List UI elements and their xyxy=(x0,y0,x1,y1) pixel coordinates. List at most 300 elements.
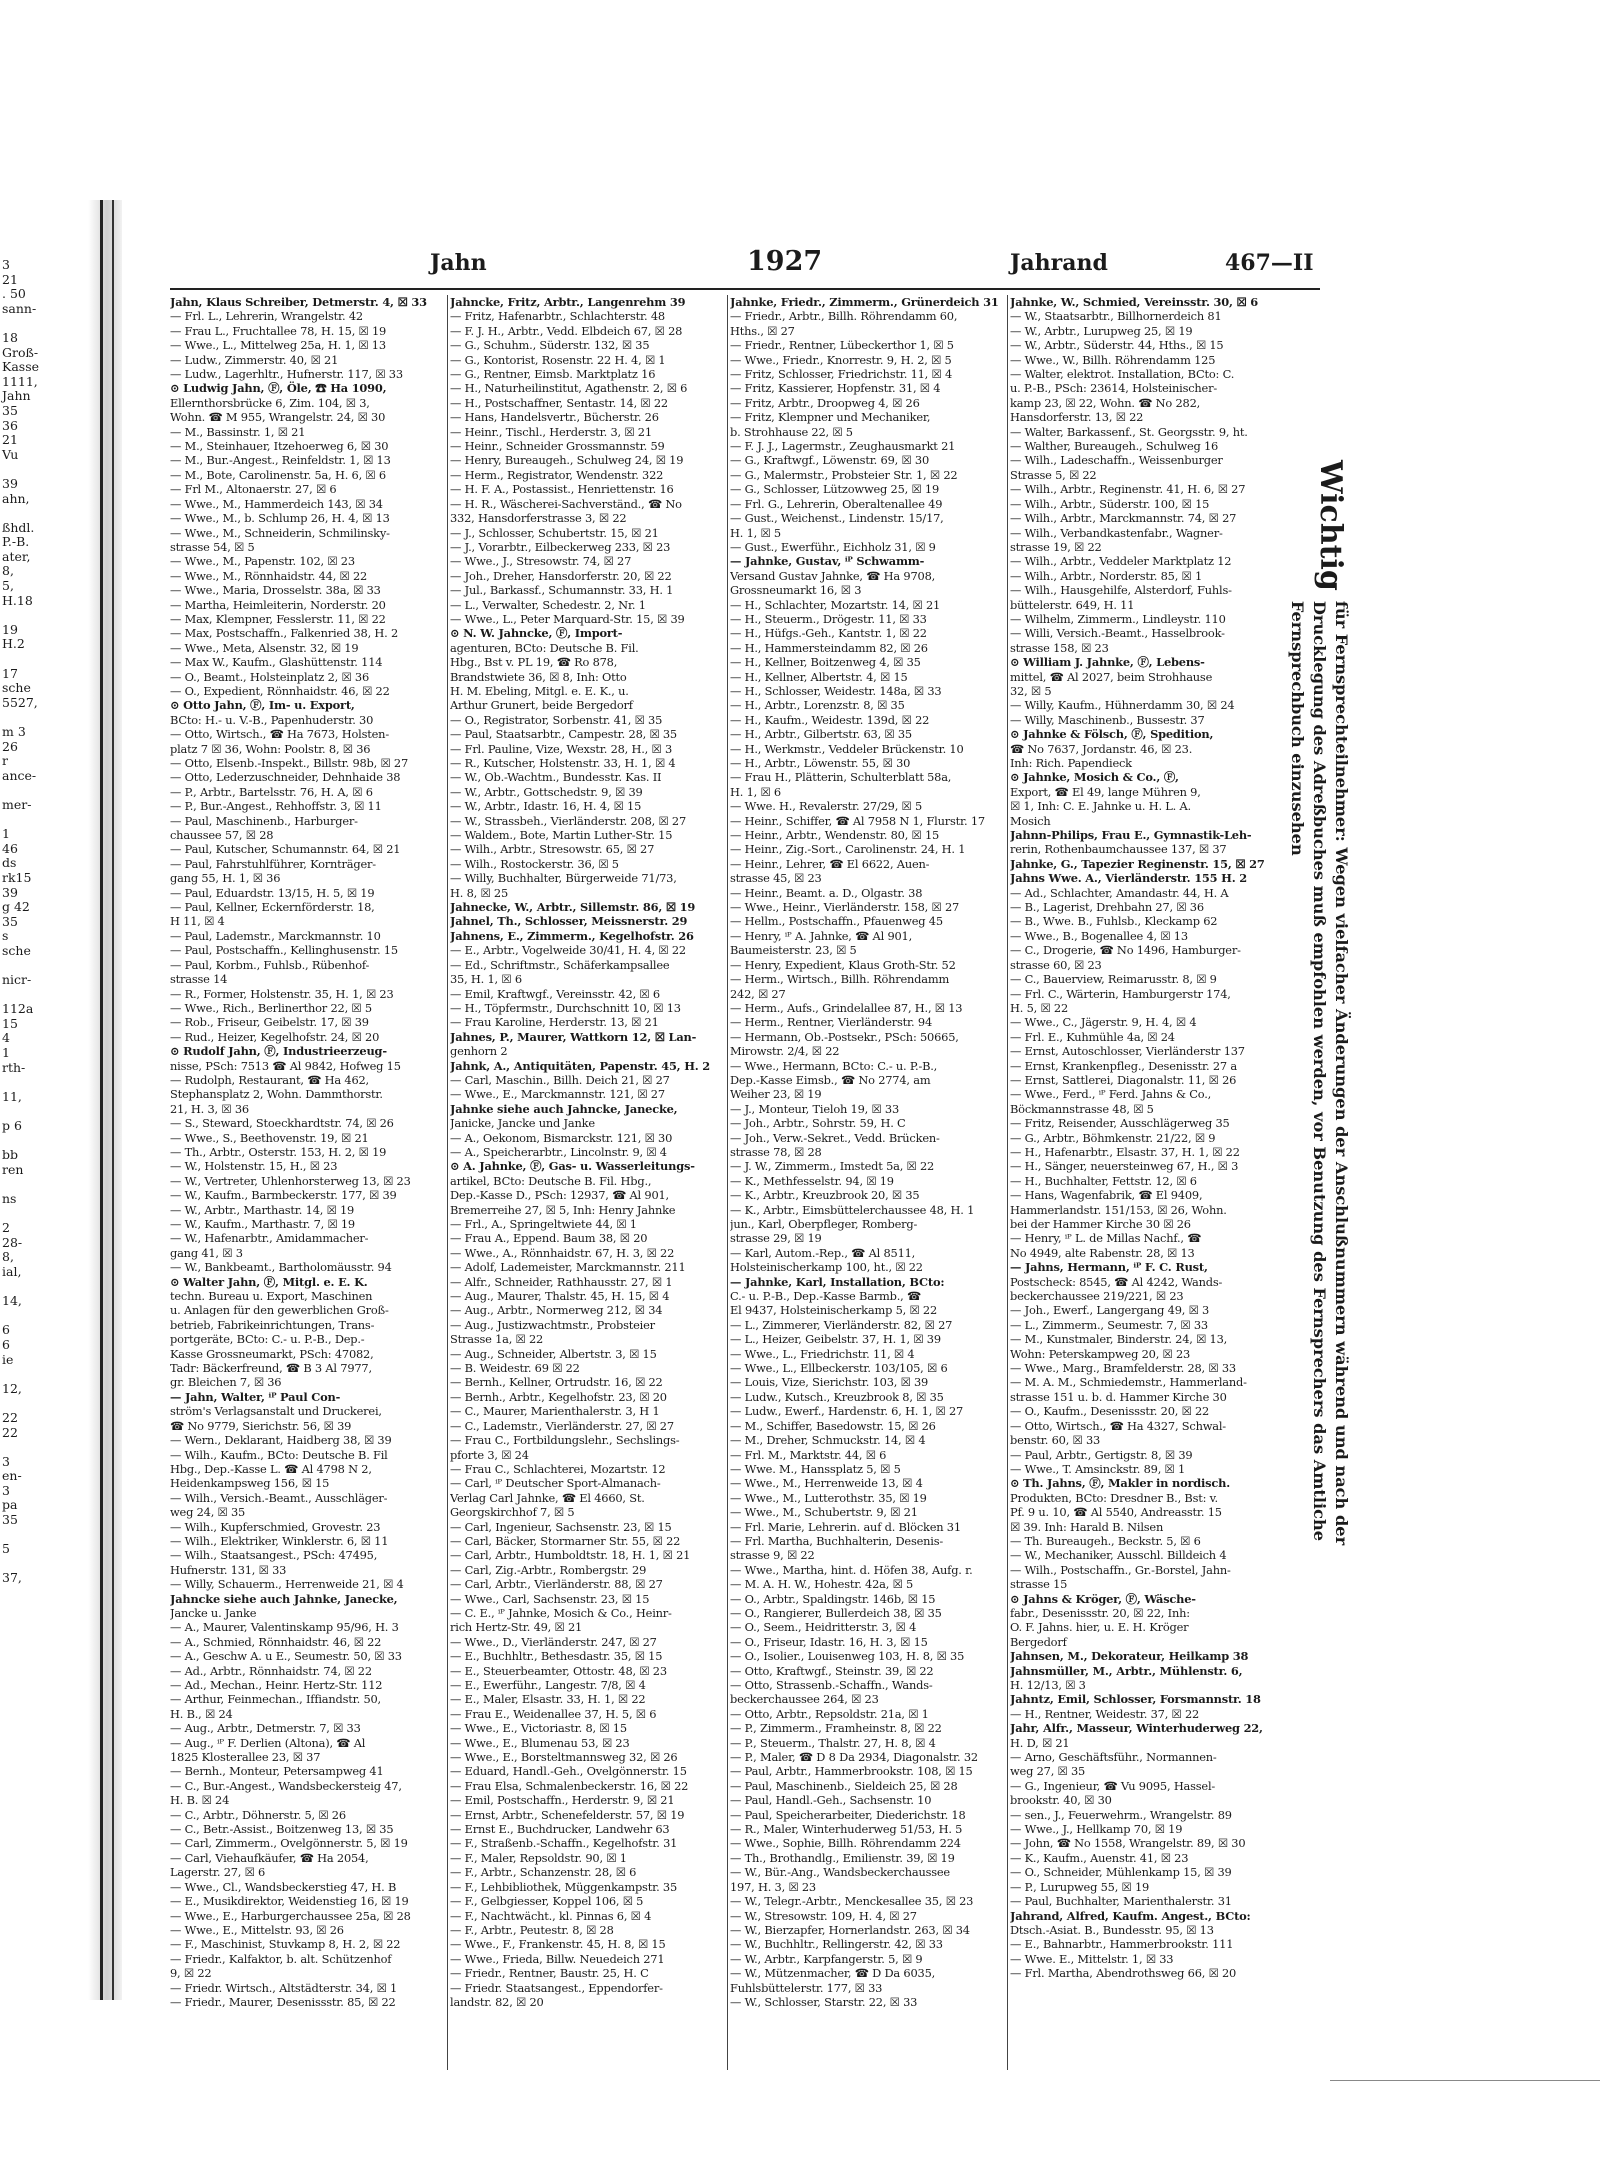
fragment-line: 37, xyxy=(2,1570,22,1586)
directory-entry: benstr. 60, ☒ 33 xyxy=(1010,1433,1101,1448)
directory-entry: — Herm., Aufs., Grindelallee 87, H., ☒ 13 xyxy=(730,1000,963,1015)
directory-entry: — W., Kaufm., Barmbeckerstr. 177, ☒ 39 xyxy=(170,1188,397,1203)
directory-entry: Jahnke, Friedr., Zimmerm., Grünerdeich 31 xyxy=(730,295,999,309)
directory-entry: — Frl. Pauline, Vize, Wexstr. 28, H., ☒ 3 xyxy=(450,741,672,756)
fragment-line: 39 xyxy=(2,884,18,900)
directory-entry: — Alfr., Schneider, Rathhausstr. 27, ☒ 1 xyxy=(450,1274,673,1289)
directory-entry: landstr. 82, ☒ 20 xyxy=(450,1994,544,2009)
fragment-line: ance- xyxy=(2,767,37,783)
directory-entry: — Herm., Rentner, Vierländerstr. 94 xyxy=(730,1015,932,1030)
directory-entry: b. Strohhause 22, ☒ 5 xyxy=(730,424,853,439)
directory-entry: — W., Arbtr., Süderstr. 44, Hths., ☒ 15 xyxy=(1010,338,1224,353)
directory-entry: — Wwe., F., Frankenstr. 45, H. 8, ☒ 15 xyxy=(450,1937,666,1952)
directory-entry: — K., Arbtr., Kreuzbrook 20, ☒ 35 xyxy=(730,1188,920,1203)
directory-entry: Jahnel, Th., Schlosser, Meissnerstr. 29 xyxy=(450,914,688,929)
directory-entry: Hbg., Bst v. PL 19, ☎ Ro 878, xyxy=(450,655,618,670)
directory-entry: — B. Weidestr. 69 ☒ 22 xyxy=(450,1361,580,1376)
directory-entry: agenturen, BCto: Deutsche B. Fil. xyxy=(450,640,639,655)
fragment-line xyxy=(0,813,70,828)
directory-entry: — H., Naturheilinstitut, Agathenstr. 2, ☒ 6 xyxy=(450,381,688,396)
directory-entry: ⊙ Th. Jahns, Ⓕ, Makler in nordisch. xyxy=(1010,1476,1230,1491)
directory-entry: — Carl, Bäcker, Stormarner Str. 55, ☒ 22 xyxy=(450,1533,681,1548)
directory-entry: Janicke, Jancke und Janke xyxy=(450,1116,595,1131)
directory-entry: — E., Musikdirektor, Weidenstieg 16, ☒ 19 xyxy=(170,1894,409,1909)
fragment-line: 22 xyxy=(2,1424,18,1440)
directory-entry: Pf. 9 u. 10, ☎ Al 5540, Andreasstr. 15 xyxy=(1010,1505,1222,1520)
directory-entry: — John, ☎ No 1558, Wrangelstr. 89, ☒ 30 xyxy=(1010,1836,1246,1851)
directory-entry: — Wwe., Ferd., ⁱᴾ Ferd. Jahns & Co., xyxy=(1010,1087,1212,1102)
column-1 xyxy=(170,295,446,2075)
directory-entry: Lagerstr. 27, ☒ 6 xyxy=(170,1865,266,1880)
directory-entry: — Friedr., Rentner, Lübeckerthor 1, ☒ 5 xyxy=(730,338,954,353)
directory-entry: — Heinr., Beamt. a. D., Olgastr. 38 xyxy=(730,885,923,900)
directory-entry: — Wwe., E., Borsteltmannsweg 32, ☒ 26 xyxy=(450,1750,678,1765)
directory-entry: — Wilh., Arbtr., Süderstr. 100, ☒ 15 xyxy=(1010,496,1210,511)
directory-entry: — Frl. L., Lehrerin, Wrangelstr. 42 xyxy=(170,309,363,324)
directory-entry: — Ed., Schriftmstr., Schäferkampsallee xyxy=(450,957,670,972)
directory-entry: — Paul, Korbm., Fuhlsb., Rübenhof- xyxy=(170,957,370,972)
directory-entry: — Wwe., T. Amsinckstr. 89, ☒ 1 xyxy=(1010,1461,1186,1476)
fragment-line xyxy=(0,1075,70,1090)
directory-entry: — Wilh., Kaufm., BCto: Deutsche B. Fil xyxy=(170,1447,388,1462)
fragment-line: 6 xyxy=(2,1322,10,1338)
fragment-line: ahn, xyxy=(2,490,30,506)
directory-entry: — Carl, Zig.-Arbtr., Rombergstr. 29 xyxy=(450,1562,647,1577)
fragment-line xyxy=(0,710,70,725)
directory-entry: kamp 23, ☒ 22, Wohn. ☎ No 282, xyxy=(1010,395,1201,410)
directory-entry: Hbg., Dep.-Kasse L. ☎ Al 4798 N 2, xyxy=(170,1461,372,1476)
directory-entry: — M., Kunstmaler, Binderstr. 24, ☒ 13, xyxy=(1010,1332,1228,1347)
notice-text: für Fernsprechteilnehmer: Wegen vielfacher Änderungen der Anschlußnummern während und nach der Drucklegung des Adreßbuches muß empfohlen werden, vor Benutzung des Fernsprechers das Amtliche Fernsprechbuch einzusehen xyxy=(1288,600,1351,1546)
directory-entry: — Paul, Lademstr., Marckmannstr. 10 xyxy=(170,928,381,943)
directory-entry: — F., Maler, Repsoldstr. 90, ☒ 1 xyxy=(450,1850,627,1865)
directory-entry: — Frl., A., Springeltwiete 44, ☒ 1 xyxy=(450,1217,637,1231)
directory-entry: — Hermann, Ob.-Postsekr., PSch: 50665, xyxy=(730,1029,959,1044)
fragment-line xyxy=(0,1207,70,1222)
directory-entry: strasse 151 u. b. d. Hammer Kirche 30 xyxy=(1010,1389,1227,1404)
directory-entry: — F. J. J., Lagermstr., Zeughausmarkt 21 xyxy=(730,439,956,454)
directory-entry: — Walther, Bureaugeh., Schulweg 16 xyxy=(1010,439,1219,454)
directory-entry: — W., Staatsarbtr., Billhornerdeich 81 xyxy=(1010,309,1222,324)
fragment-line xyxy=(0,316,70,331)
fragment-line: 39 xyxy=(2,475,18,491)
directory-entry: O. F. Jahns. hier, u. E. H. Kröger xyxy=(1010,1620,1189,1635)
fragment-line xyxy=(0,652,70,667)
fragment-line xyxy=(0,959,70,974)
directory-entry: — H. R., Wäscherei-Sachverständ., ☎ No xyxy=(450,496,682,511)
directory-entry: — O., Expedient, Rönnhaidstr. 46, ☒ 22 xyxy=(170,683,390,698)
fragment-line: 5527, xyxy=(2,694,38,710)
directory-entry: — Paul, Arbtr., Hammerbrookstr. 108, ☒ 15 xyxy=(730,1764,973,1779)
directory-entry: H. 1, ☒ 5 xyxy=(730,525,781,540)
directory-entry: — F., Lehbibliothek, Müggenkampstr. 35 xyxy=(450,1879,678,1894)
directory-entry: — W., Kaufm., Marthastr. 7, ☒ 19 xyxy=(170,1217,355,1231)
directory-entry: — Ad., Mechan., Heinr. Hertz-Str. 112 xyxy=(170,1678,383,1692)
fragment-line xyxy=(0,1280,70,1295)
directory-entry: — Fritz, Schlosser, Friedrichstr. 11, ☒ 4 xyxy=(730,367,953,382)
directory-entry: H. B. ☒ 24 xyxy=(170,1793,230,1808)
directory-entry: — E., Ewerführ., Langestr. 7/8, ☒ 4 xyxy=(450,1678,646,1692)
directory-entry: Tadr: Bäckerfreund, ☎ B 3 Al 7977, xyxy=(170,1361,372,1376)
directory-entry: — Wwe., Rich., Berlinerthor 22, ☒ 5 xyxy=(170,1000,372,1015)
fragment-line: 3 xyxy=(2,258,10,272)
directory-entry: — C., Bur.-Angest., Wandsbeckersteig 47, xyxy=(170,1778,402,1793)
directory-entry: — Walter, Barkassenf., St. Georgsstr. 9, ht. xyxy=(1010,424,1248,439)
directory-entry: gang 55, H. 1, ☒ 36 xyxy=(170,871,281,886)
fragment-line: ns xyxy=(2,1191,17,1206)
directory-entry: — Wwe., Marg., Bramfelderstr. 28, ☒ 33 xyxy=(1010,1361,1236,1376)
directory-entry: — Wwe., L., Mittelweg 25a, H. 1, ☒ 13 xyxy=(170,338,386,353)
fragment-line: ßhdl. xyxy=(2,519,35,535)
column-2 xyxy=(450,295,726,2075)
directory-entry: — Otto, Wirtsch., ☎ Ha 7673, Holsten- xyxy=(170,727,389,742)
directory-entry: — H., Kellner, Boitzenweg 4, ☒ 35 xyxy=(730,655,921,670)
directory-entry: — M., Bote, Carolinenstr. 5a, H. 6, ☒ 6 xyxy=(170,467,386,482)
directory-entry: — W., Schlosser, Starstr. 22, ☒ 33 xyxy=(730,1994,918,2009)
directory-entry: — M., Bur.-Angest., Reinfeldstr. 1, ☒ 13 xyxy=(170,453,391,468)
directory-entry: Hufnerstr. 131, ☒ 33 xyxy=(170,1562,287,1577)
directory-entry: — Wwe., M., Herrenweide 13, ☒ 4 xyxy=(730,1476,923,1491)
directory-entry: genhorn 2 xyxy=(450,1044,508,1059)
directory-entry: — A., Speicherarbtr., Lincolnstr. 9, ☒ 4 xyxy=(450,1144,667,1159)
directory-entry: — H., Rentner, Weidestr. 37, ☒ 22 xyxy=(1010,1706,1200,1721)
directory-entry: — Wwe., M., Schubertstr. 9, ☒ 21 xyxy=(730,1505,918,1520)
directory-entry: — Wwe., M., Rönnhaidstr. 44, ☒ 22 xyxy=(170,568,368,583)
directory-entry: ☎ No 7637, Jordanstr. 46, ☒ 23. xyxy=(1010,741,1193,756)
directory-entry: — Frl. E., Kuhmühle 4a, ☒ 24 xyxy=(1010,1029,1175,1044)
directory-entry: — Friedr., Arbtr., Billh. Röhrendamm 60, xyxy=(730,309,958,324)
directory-entry: Wohn. ☎ M 955, Wrangelstr. 24, ☒ 30 xyxy=(170,410,386,425)
directory-entry: — H., Arbtr., Gilbertstr. 63, ☒ 35 xyxy=(730,727,912,742)
directory-entry: Jahnes, P., Maurer, Wattkorn 12, ☒ Lan- xyxy=(450,1029,697,1044)
directory-entry: — M., Dreher, Schmuckstr. 14, ☒ 4 xyxy=(730,1433,926,1448)
directory-entry: — G., Schuhm., Süderstr. 132, ☒ 35 xyxy=(450,338,650,353)
fragment-line: g 42 xyxy=(2,899,30,915)
directory-entry: Produkten, BCto: Dresdner B., Bst: v. xyxy=(1010,1490,1218,1505)
fragment-line: 14, xyxy=(2,1293,22,1309)
directory-entry: — Wwe. E., Mittelstr. 1, ☒ 33 xyxy=(1010,1951,1174,1966)
directory-entry: — Frau Karoline, Herderstr. 13, ☒ 21 xyxy=(450,1015,659,1030)
directory-entry: Jahnke, G., Tapezier Reginenstr. 15, ☒ 27 xyxy=(1010,856,1265,871)
directory-entry: — G., Ingenieur, ☎ Vu 9095, Hassel- xyxy=(1010,1778,1216,1793)
directory-entry: — W., Bierzapfer, Hornerlandstr. 263, ☒ 34 xyxy=(730,1922,970,1937)
directory-entry: — F. J. H., Arbtr., Vedd. Elbdeich 67, ☒ 28 xyxy=(450,323,683,338)
directory-entry: — Max W., Kaufm., Glashüttenstr. 114 xyxy=(170,655,383,670)
directory-entry: — W., Mechaniker, Ausschl. Billdeich 4 xyxy=(1010,1548,1227,1563)
directory-entry: Jahr, Alfr., Masseur, Winterhuderweg 22, xyxy=(1010,1721,1263,1736)
directory-entry: rerin, Rothenbaumchaussee 137, ☒ 37 xyxy=(1010,842,1227,857)
fragment-line: 36 xyxy=(2,417,18,433)
directory-entry: — W., Arbtr., Gottschedstr. 9, ☒ 39 xyxy=(450,784,643,799)
directory-entry: — G., Kraftwgf., Löwenstr. 69, ☒ 30 xyxy=(730,453,929,468)
column-3 xyxy=(730,295,1006,2075)
directory-entry: — Wwe., E., Victoriastr. 8, ☒ 15 xyxy=(450,1721,627,1736)
directory-entry: beckerchaussee 264, ☒ 23 xyxy=(730,1692,879,1707)
directory-entry: — Paul, Kellner, Eckernförderstr. 18, xyxy=(170,900,375,915)
directory-entry: bei der Hammer Kirche 30 ☒ 26 xyxy=(1010,1217,1191,1231)
fragment-line: 1 xyxy=(2,826,10,842)
fragment-line: ds xyxy=(2,855,17,871)
directory-entry: — Bernh., Kellner, Ortrudstr. 16, ☒ 22 xyxy=(450,1375,663,1390)
fragment-line: ie xyxy=(2,1351,14,1367)
directory-entry: — R., Maler, Winterhuderweg 51/53, H. 5 xyxy=(730,1822,963,1837)
directory-entry: — S., Steward, Stoeckhardtstr. 74, ☒ 26 xyxy=(170,1116,394,1131)
directory-entry: Jahnecke, W., Arbtr., Sillemstr. 86, ☒ 19 xyxy=(450,900,696,915)
page-gutter xyxy=(88,200,122,2000)
directory-entry: — Fritz, Hafenarbtr., Schlachterstr. 48 xyxy=(450,309,665,324)
directory-entry: Jahncke siehe auch Jahnke, Janecke, xyxy=(170,1591,398,1606)
directory-entry: — Friedr., Rentner, Baustr. 25, H. C xyxy=(450,1966,649,1981)
fragment-line xyxy=(0,1177,70,1192)
directory-entry: Jahnn-Philips, Frau E., Gymnastik-Leh- xyxy=(1010,828,1252,843)
directory-entry: — Paul, Kutscher, Schumannstr. 64, ☒ 21 xyxy=(170,842,401,857)
directory-entry: chaussee 57, ☒ 28 xyxy=(170,828,274,843)
directory-entry: — Wwe., M., Hammerdeich 143, ☒ 34 xyxy=(170,496,383,511)
directory-entry: büttelerstr. 649, H. 11 xyxy=(1010,597,1135,612)
directory-entry: — Ludw., Lagerhltr., Hufnerstr. 117, ☒ 33 xyxy=(170,367,403,382)
directory-entry: — Ludw., Kutsch., Kreuzbrook 8, ☒ 35 xyxy=(730,1389,944,1404)
fragment-line: 28- xyxy=(2,1234,23,1250)
directory-entry: — E., Bahnarbtr., Hammerbrookstr. 111 xyxy=(1010,1937,1234,1952)
fragment-line: ial, xyxy=(2,1263,22,1279)
directory-entry: — H., Steuerm., Drögestr. 11, ☒ 33 xyxy=(730,611,927,626)
directory-entry: — Carl, Zimmerm., Ovelgönnerstr. 5, ☒ 19 xyxy=(170,1836,408,1851)
directory-entry: — Fritz, Klempner und Mechaniker, xyxy=(730,410,931,425)
fragment-line xyxy=(0,1528,70,1543)
directory-entry: — Wilh., Verbandkastenfabr., Wagner- xyxy=(1010,525,1223,540)
fragment-line xyxy=(0,462,70,477)
directory-entry: — Rudolph, Restaurant, ☎ Ha 462, xyxy=(170,1072,369,1087)
directory-entry: — P., Lurupweg 55, ☒ 19 xyxy=(1010,1879,1150,1894)
directory-entry: — Heinr., Tischl., Herderstr. 3, ☒ 21 xyxy=(450,424,652,439)
directory-entry: — Herm., Wirtsch., Billh. Röhrendamm xyxy=(730,972,950,987)
fragment-line: 5, xyxy=(2,578,14,594)
fragment-line: Jahn xyxy=(2,388,31,404)
fragment-line: m 3 xyxy=(2,724,26,739)
directory-entry: — Heinr., Arbtr., Wendenstr. 80, ☒ 15 xyxy=(730,828,940,843)
fragment-line xyxy=(0,506,70,521)
directory-entry: — Hellm., Postschaffn., Pfauenweg 45 xyxy=(730,914,943,929)
directory-entry: — Th. Bureaugeh., Beckstr. 5, ☒ 6 xyxy=(1010,1533,1201,1548)
directory-entry: — Frau C., Schlachterei, Mozartstr. 12 xyxy=(450,1461,666,1476)
directory-entry: — Heinr., Zig.-Sort., Carolinenstr. 24, H. 1 xyxy=(730,842,966,857)
fragment-line: 21 xyxy=(2,271,18,287)
directory-entry: — Ludw., Zimmerstr. 40, ☒ 21 xyxy=(170,352,339,367)
directory-entry: — Carl, Arbtr., Humboldtstr. 18, H. 1, ☒ 21 xyxy=(450,1548,691,1563)
fragment-line xyxy=(0,1557,70,1572)
page-header xyxy=(170,246,1320,290)
fragment-line: 11, xyxy=(2,1088,22,1104)
directory-entry: — B., Lagerist, Drehbahn 27, ☒ 36 xyxy=(1010,900,1204,915)
directory-entry: u. P.-B., PSch: 23614, Holsteinischer- xyxy=(1010,381,1217,396)
fragment-line: pa xyxy=(2,1497,18,1513)
directory-entry: — F., Straßenb.-Schaffn., Kegelhofstr. 31 xyxy=(450,1836,678,1851)
fragment-line: p 6 xyxy=(2,1118,22,1134)
directory-entry: pforte 3, ☒ 24 xyxy=(450,1447,529,1462)
directory-entry: — Carl, Ingenieur, Sachsenstr. 23, ☒ 15 xyxy=(450,1519,672,1534)
header-page-number: 467—II xyxy=(1225,250,1314,276)
previous-page-fragment xyxy=(0,258,70,1898)
fragment-line: H.2 xyxy=(2,636,25,652)
directory-entry: — Friedr., Kalfaktor, b. alt. Schützenhof xyxy=(170,1951,392,1966)
directory-entry: — Heinr., Schiffer, ☎ Al 7958 N 1, Flurstr. 17 xyxy=(730,813,985,828)
directory-entry: strasse 45, ☒ 23 xyxy=(730,871,822,886)
directory-entry: — F., Arbtr., Schanzenstr. 28, ☒ 6 xyxy=(450,1865,637,1880)
directory-entry: — H., Werkmstr., Veddeler Brückenstr. 10 xyxy=(730,741,964,756)
fragment-line: 6 xyxy=(2,1336,10,1352)
directory-entry: gang 41, ☒ 3 xyxy=(170,1245,243,1260)
directory-entry: — W., Holstenstr. 15, H., ☒ 23 xyxy=(170,1159,338,1174)
directory-entry: — Gust., Weichenst., Lindenstr. 15/17, xyxy=(730,511,944,526)
directory-entry: Jahntz, Emil, Schlosser, Forsmannstr. 18 xyxy=(1010,1692,1261,1707)
directory-entry: — Frl. M., Marktstr. 44, ☒ 6 xyxy=(730,1447,887,1462)
directory-entry: Strasse 1a, ☒ 22 xyxy=(450,1332,544,1347)
directory-entry: — Wilh., Arbtr., Stresowstr. 65, ☒ 27 xyxy=(450,842,655,857)
directory-entry: Weiher 23, ☒ 19 xyxy=(730,1087,822,1102)
directory-entry: — O., Isolier., Louisenweg 103, H. 8, ☒ 35 xyxy=(730,1649,965,1664)
fragment-line: 26 xyxy=(2,738,18,754)
directory-entry: — Wilh., Ladeschaffn., Weissenburger xyxy=(1010,453,1223,468)
fragment-line: Groß- xyxy=(2,344,39,360)
header-right-word: Jahrand xyxy=(1010,250,1108,276)
directory-entry: nisse, PSch: 7513 ☎ Al 9842, Hofweg 15 xyxy=(170,1058,401,1073)
directory-entry: — P., Zimmerm., Framheinstr. 8, ☒ 22 xyxy=(730,1721,942,1736)
directory-entry: Jahnsen, M., Dekorateur, Heilkamp 38 xyxy=(1010,1649,1249,1664)
directory-entry: — Adolf, Lademeister, Marckmannstr. 211 xyxy=(450,1260,686,1275)
directory-entry: Dep.-Kasse Eimsb., ☎ No 2774, am xyxy=(730,1072,931,1087)
directory-entry: — Willy, Schauerm., Herrenweide 21, ☒ 4 xyxy=(170,1577,404,1592)
directory-entry: strasse 60, ☒ 23 xyxy=(1010,957,1102,972)
directory-entry: — Heinr., Lehrer, ☎ El 6622, Auen- xyxy=(730,856,930,871)
directory-entry: — Henry, ⁱᴾ L. de Millas Nachf., ☎ xyxy=(1010,1231,1202,1246)
directory-entry: — Wilh., Versich.-Beamt., Ausschläger- xyxy=(170,1490,388,1505)
directory-entry: — Jahns, Hermann, ⁱᴾ F. C. Rust, xyxy=(1010,1260,1208,1275)
directory-entry: El 9437, Holsteinischerkamp 5, ☒ 22 xyxy=(730,1303,937,1318)
directory-entry: — Paul, Speicherarbeiter, Diederichstr. 18 xyxy=(730,1807,966,1822)
directory-entry: — B., Wwe. B., Fuhlsb., Kleckamp 62 xyxy=(1010,914,1218,929)
directory-entry: — P., Bur.-Angest., Rehhoffstr. 3, ☒ 11 xyxy=(170,799,382,814)
directory-entry: — W., Bankbeamt., Bartholomäusstr. 94 xyxy=(170,1260,392,1275)
directory-entry: — Wwe. M., Hanssplatz 5, ☒ 5 xyxy=(730,1461,901,1476)
directory-entry: beckerchaussee 219/221, ☒ 23 xyxy=(1010,1289,1184,1304)
directory-entry: ⊙ N. W. Jahncke, Ⓕ, Import- xyxy=(450,626,623,641)
directory-entry: — Frau Elsa, Schmalenbeckerstr. 16, ☒ 22 xyxy=(450,1778,689,1793)
directory-entry: ⊙ Walter Jahn, Ⓕ, Mitgl. e. E. K. xyxy=(170,1274,368,1289)
fragment-line xyxy=(0,1134,70,1149)
directory-entry: — K., Kaufm., Auenstr. 41, ☒ 23 xyxy=(1010,1850,1189,1865)
directory-entry: — Jahnke, Karl, Installation, BCto: xyxy=(730,1274,945,1289)
directory-entry: Baumeisterstr. 23, ☒ 5 xyxy=(730,943,857,958)
notice-title: Wichtig xyxy=(1313,460,1348,591)
directory-entry: — Aug., Schneider, Albertstr. 3, ☒ 15 xyxy=(450,1346,657,1361)
directory-entry: Jahns Wwe. A., Vierländerstr. 155 H. 2 xyxy=(1010,871,1247,886)
directory-entry: ⊙ Ludwig Jahn, Ⓕ, Öle, ☎ Ha 1090, xyxy=(170,381,387,396)
directory-entry: — Frau A., Eppend. Baum 38, ☒ 20 xyxy=(450,1231,648,1246)
directory-entry: — W., Ob.-Wachtm., Bundesstr. Kas. II xyxy=(450,770,662,785)
fragment-line: 19 xyxy=(2,621,18,637)
directory-entry: — Jul., Barkassf., Schumannstr. 33, H. 1 xyxy=(450,583,674,598)
directory-entry: — Wwe., Martha, hint. d. Höfen 38, Aufg. r. xyxy=(730,1562,973,1577)
directory-entry: Arthur Grunert, beide Bergedorf xyxy=(450,698,633,713)
fragment-line: 46 xyxy=(2,840,18,856)
directory-entry: — O., Rangierer, Bullerdeich 38, ☒ 35 xyxy=(730,1605,942,1620)
fragment-line: 15 xyxy=(2,1015,18,1031)
directory-entry: — Wwe., M., b. Schlump 26, H. 4, ☒ 13 xyxy=(170,511,390,526)
directory-entry: ⊙ Jahns & Kröger, Ⓕ, Wäsche- xyxy=(1010,1591,1196,1606)
directory-entry: Kasse Grossneumarkt, PSch: 47082, xyxy=(170,1346,374,1361)
directory-entry: Export, ☎ El 49, lange Mühren 9, xyxy=(1010,784,1201,799)
directory-entry: — L., Heizer, Geibelstr. 37, H. 1, ☒ 39 xyxy=(730,1332,941,1347)
directory-entry: H. 1, ☒ 6 xyxy=(730,784,781,799)
directory-entry: — Heinr., Schneider Grossmannstr. 59 xyxy=(450,439,665,454)
directory-entry: H. B., ☒ 24 xyxy=(170,1706,233,1721)
directory-entry: techn. Bureau u. Export, Maschinen xyxy=(170,1289,373,1304)
directory-entry: Versand Gustav Jahnke, ☎ Ha 9708, xyxy=(730,568,936,583)
directory-entry: — Paul, Postschaffn., Kellinghusenstr. 15 xyxy=(170,943,398,958)
directory-entry: — Max, Klempner, Fesslerstr. 11, ☒ 22 xyxy=(170,611,386,626)
directory-entry: — Paul, Staatsarbtr., Campestr. 28, ☒ 35 xyxy=(450,727,677,742)
directory-entry: Jahncke, Fritz, Arbtr., Langenrehm 39 xyxy=(450,295,686,309)
directory-entry: — Ernst E., Buchdrucker, Landwehr 63 xyxy=(450,1822,670,1837)
directory-entry: Hammerlandstr. 151/153, ☒ 26, Wohn. xyxy=(1010,1202,1227,1217)
directory-entry: — Bernh., Monteur, Petersampweg 41 xyxy=(170,1764,384,1779)
directory-entry: H. M. Ebeling, Mitgl. e. E. K., u. xyxy=(450,683,629,698)
directory-entry: Jahnsmüller, M., Arbtr., Mühlenstr. 6, xyxy=(1010,1663,1243,1678)
directory-entry: — Jahnke, Gustav, ⁱᴾ Schwamm- xyxy=(730,554,925,569)
directory-entry: Brandstwiete 36, ☒ 8, Inh: Otto xyxy=(450,669,627,684)
bottom-rule xyxy=(1330,2080,1600,2081)
directory-entry: — Louis, Vize, Sierichstr. 103, ☒ 39 xyxy=(730,1375,929,1390)
directory-entry: — Wwe., Sophie, Billh. Röhrendamm 224 xyxy=(730,1836,961,1851)
directory-entry: No 4949, alte Rabenstr. 28, ☒ 13 xyxy=(1010,1245,1195,1260)
directory-entry: u. Anlagen für den gewerblichen Groß- xyxy=(170,1303,389,1318)
directory-entry: — sen., J., Feuerwehrm., Wrangelstr. 89 xyxy=(1010,1807,1232,1822)
fragment-line: Kasse xyxy=(2,359,40,375)
fragment-line: 18 xyxy=(2,329,18,345)
directory-entry: — Paul, Eduardstr. 13/15, H. 5, ☒ 19 xyxy=(170,885,375,900)
directory-entry: — Rob., Friseur, Geibelstr. 17, ☒ 39 xyxy=(170,1015,369,1030)
directory-entry: — M. A. M., Schmiedemstr., Hammerland- xyxy=(1010,1375,1247,1390)
directory-entry: artikel, BCto: Deutsche B. Fil. Hbg., xyxy=(450,1173,652,1188)
directory-entry: — Wilh., Staatsangest., PSch: 47495, xyxy=(170,1548,378,1563)
fragment-line: sann- xyxy=(2,300,37,316)
directory-entry: — W., Arbtr., Karpfangerstr. 5, ☒ 9 xyxy=(730,1951,923,1966)
directory-entry: Jahnke, W., Schmied, Vereinsstr. 30, ☒ 6 xyxy=(1010,295,1259,309)
directory-entry: 197, H. 3, ☒ 23 xyxy=(730,1879,816,1894)
directory-entry: — E., Arbtr., Vogelweide 30/41, H. 4, ☒ 22 xyxy=(450,943,686,958)
directory-entry: — Otto, Lederzuschneider, Dehnhaide 38 xyxy=(170,770,401,785)
directory-entry: — Joh., Verw.-Sekret., Vedd. Brücken- xyxy=(730,1130,940,1145)
fragment-line: 8, xyxy=(2,563,14,579)
directory-page xyxy=(130,220,1330,2090)
directory-entry: Strasse 5, ☒ 22 xyxy=(1010,467,1097,482)
column-divider xyxy=(447,295,448,2070)
directory-entry: strasse 9, ☒ 22 xyxy=(730,1548,815,1563)
directory-entry: — Wwe., E., Harburgerchaussee 25a, ☒ 28 xyxy=(170,1908,411,1923)
fragment-line: 112a xyxy=(2,1001,34,1017)
fragment-line xyxy=(0,783,70,798)
directory-entry: — Ernst, Autoschlosser, Vierländerstr 137 xyxy=(1010,1044,1245,1059)
directory-entry: — F., Gelbgiesser, Koppel 106, ☒ 5 xyxy=(450,1894,644,1909)
directory-entry: — Gust., Ewerführ., Eichholz 31, ☒ 9 xyxy=(730,539,936,554)
directory-entry: 9, ☒ 22 xyxy=(170,1966,212,1981)
gutter-line xyxy=(112,200,114,2000)
directory-entry: — H., Sänger, neuersteinweg 67, H., ☒ 3 xyxy=(1010,1159,1239,1174)
directory-entry: — Wilh., Arbtr., Norderstr. 85, ☒ 1 xyxy=(1010,568,1203,583)
fragment-line: bb xyxy=(2,1147,19,1163)
directory-entry: rich Hertz-Str. 49, ☒ 21 xyxy=(450,1620,583,1635)
fragment-line: 1 xyxy=(2,1045,10,1061)
